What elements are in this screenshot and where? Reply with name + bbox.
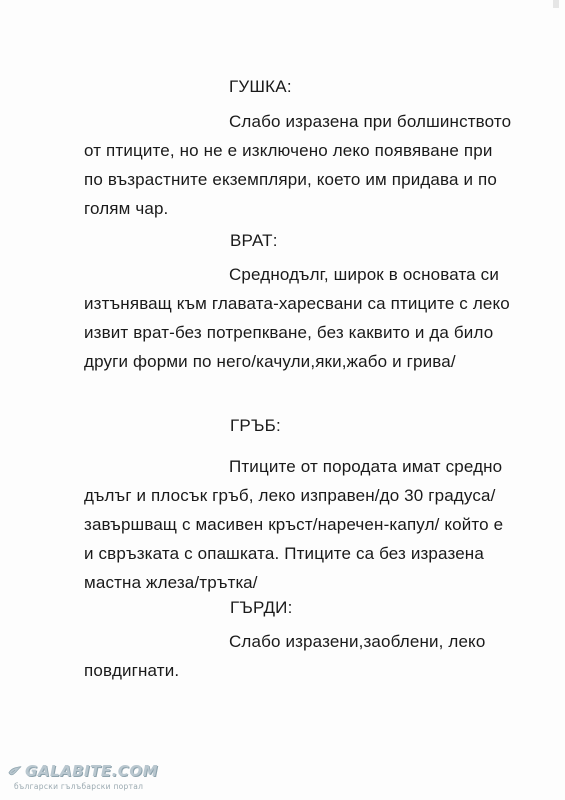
text-line: дълъг и плосък гръб, леко изправен/до 30 градуса/: [84, 486, 496, 505]
text-line: мастна жлеза/тръткa/: [84, 573, 258, 592]
dove-logo-icon: [8, 764, 22, 778]
section-body-grab: [84, 452, 524, 597]
watermark-logo-text: GALABITE.COM: [25, 762, 158, 780]
text-line: Слабо изразена при болшинството: [229, 112, 512, 131]
site-watermark: [8, 760, 158, 796]
section-heading-grab: ГРЪБ:: [230, 416, 281, 435]
watermark-logo: [8, 760, 158, 782]
watermark-subtitle: български гълъбарски портал: [14, 782, 144, 791]
text-line: други форми по него/качули,яки,жабо и грива/: [84, 352, 456, 371]
text-line: изтъняващ към главата-харесвани са птиците с леко: [84, 294, 510, 313]
text-line: Птиците от породата имат средно: [229, 457, 503, 476]
text-line: от птиците, но не е изключено леко появяване при: [84, 141, 493, 160]
text-line: завършващ с масивен кръст/наречен-капул/ който е: [84, 515, 504, 534]
section-heading-vrat: ВРАТ:: [230, 231, 278, 250]
text-line: повдигнати.: [84, 661, 180, 680]
text-line: извит врат-без потрепкване, без каквито и да било: [84, 323, 494, 342]
text-line: и свръзката с опашката. Птиците са без изразена: [84, 544, 484, 563]
text-line: Среднодълг, широк в основата си: [229, 265, 499, 284]
section-body-vrat: [84, 260, 524, 376]
section-body-gushka: [84, 107, 524, 223]
text-line: по възрастните екземпляри, което им придава и по: [84, 170, 497, 189]
scan-edge-mark: [553, 0, 559, 8]
section-heading-gushka: ГУШКА:: [229, 77, 292, 96]
text-line: Слабо изразени,заоблени, леко: [229, 632, 486, 651]
section-body-gardi: [84, 627, 524, 685]
section-heading-gardi: ГЪРДИ:: [230, 598, 293, 617]
text-line: голям чар.: [84, 199, 169, 218]
